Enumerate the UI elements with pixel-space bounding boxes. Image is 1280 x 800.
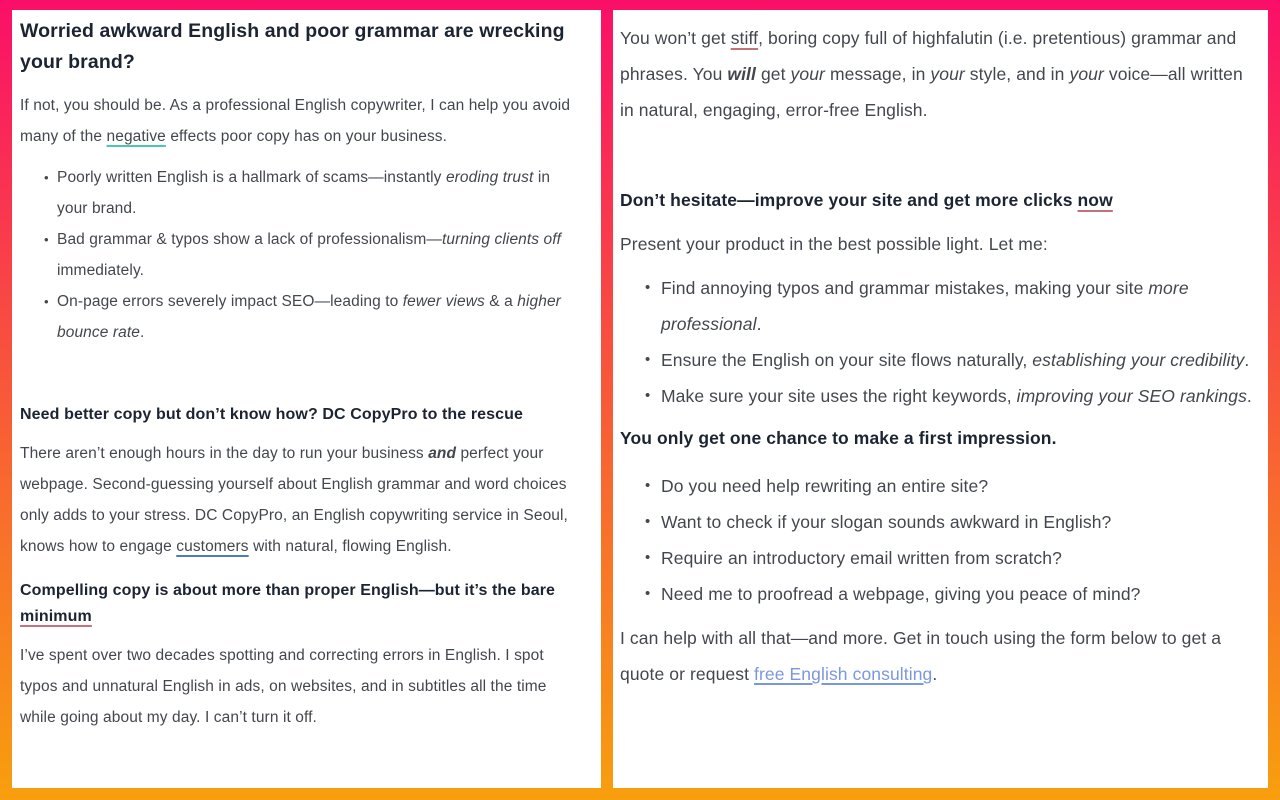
- heading-worried-brand: Worried awkward English and poor grammar are wrecking your brand?: [20, 20, 565, 73]
- free-english-consulting-link[interactable]: free English consulting: [754, 664, 933, 684]
- list-item: • Make sure your site uses the right keywords, improving your SEO rankings.: [645, 378, 1260, 414]
- para-not-enough-hours: There aren’t enough hours in the day to run your business and perfect your webpage. Second-guessing yourself about English grammar and word choices only adds to your stress. DC CopyPro, an English copywriting service in Seoul, knows how to engage customers with natural, flowing English.: [20, 445, 568, 555]
- para-present-product: Present your product in the best possible light. Let me:: [620, 234, 1048, 254]
- list-item: • Want to check if your slogan sounds awkward in English?: [645, 504, 1260, 540]
- list-item: • Ensure the English on your site flows naturally, establishing your credibility.: [645, 342, 1260, 378]
- list-item: • Poorly written English is a hallmark of scams—instantly eroding trust in your brand.: [44, 162, 581, 224]
- risk-list: [20, 162, 581, 348]
- negative-link[interactable]: negative: [106, 128, 166, 145]
- customers-link[interactable]: customers: [176, 538, 249, 555]
- list-item: • Do you need help rewriting an entire site?: [645, 468, 1260, 504]
- list-item: • Find annoying typos and grammar mistakes, making your site more professional.: [645, 270, 1260, 342]
- services-list: [620, 270, 1260, 414]
- right-column: [613, 10, 1268, 788]
- para-two-decades: I’ve spent over two decades spotting and correcting errors in English. I spot typos and unnatural English in ads, on websites, and in subtitles all the time while going about my day. I can’t turn it off.: [20, 647, 547, 726]
- minimum-link[interactable]: minimum: [20, 608, 92, 625]
- now-link[interactable]: now: [1077, 190, 1113, 210]
- para-if-not: If not, you should be. As a professional English copywriter, I can help you avoid many of the negative effects poor copy has on your business.: [20, 97, 571, 145]
- para-wont-get-stiff: You won’t get stiff, boring copy full of highfalutin (i.e. pretentious) grammar and phrases. You will get your message, in your style, and in your voice—all written in natural, engaging, error-free English.: [620, 28, 1243, 120]
- para-get-in-touch: I can help with all that—and more. Get in touch using the form below to get a quote or request free English consulting.: [620, 628, 1222, 684]
- left-column: [12, 10, 601, 788]
- heading-need-better-copy: Need better copy but don’t know how? DC CopyPro to the rescue: [20, 406, 524, 423]
- list-item: • Bad grammar & typos show a lack of professionalism—turning clients off immediately.: [44, 224, 581, 286]
- heading-compelling-copy: Compelling copy is about more than proper English—but it’s the bare minimum: [20, 582, 556, 625]
- heading-first-impression: You only get one chance to make a first impression.: [620, 428, 1057, 448]
- list-item: • Require an introductory email written from scratch?: [645, 540, 1260, 576]
- questions-list: [620, 468, 1260, 612]
- stiff-link[interactable]: stiff: [730, 28, 759, 48]
- list-item: • Need me to proofread a webpage, giving you peace of mind?: [645, 576, 1260, 612]
- heading-dont-hesitate: Don’t hesitate—improve your site and get more clicks now: [620, 190, 1113, 210]
- list-item: • On-page errors severely impact SEO—leading to fewer views & a higher bounce rate.: [44, 286, 581, 348]
